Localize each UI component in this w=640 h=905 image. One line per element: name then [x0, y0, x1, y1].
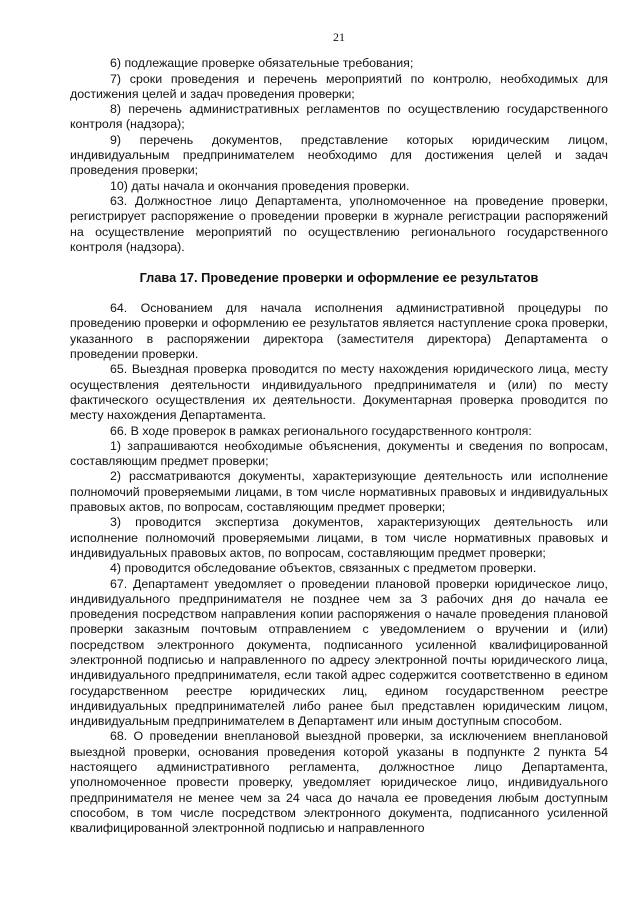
paragraph: 9) перечень документов, представление которых юридическим лицом, индивидуальным предпринимателем необходимо для достижения целей и задач проведения проверки;: [70, 132, 608, 178]
paragraph: 4) проводится обследование объектов, связанных с предметом проверки.: [110, 561, 537, 576]
paragraph: 68. О проведении внеплановой выездной проверки, за исключением внеплановой выездной проверки, основания проведения которой указаны в подпункте 2 пункта 54 настоящего административного регламента, должностное лицо Департамента, уполномоченное провести проверку, уведомляет юридическое лицо, индивидуального предпринимателя не менее чем за 24 часа до начала ее проведения любым доступным способом, в том числе посредством электронного документа, подписанного усиленной квалифицированной электронной подписью и направленного: [70, 729, 608, 836]
paragraph: 7) сроки проведения и перечень мероприятий по контролю, необходимых для достижения целей и задач проведения проверки;: [70, 71, 608, 101]
paragraph: 6) подлежащие проверке обязательные требования;: [110, 56, 414, 71]
paragraph: 65. Выездная проверка проводится по месту нахождения юридического лица, месту осуществления деятельности индивидуального предпринимателя и (или) по месту фактического осуществления их деятельности. Документарная проверка проводится по месту нахождения Департамента.: [70, 362, 608, 423]
paragraph: 1) запрашиваются необходимые объяснения, документы и сведения по вопросам, составляющим предмет проверки;: [70, 438, 608, 469]
paragraph: 63. Должностное лицо Департамента, уполномоченное на проведение проверки, регистрирует распоряжение о проведении проверки в журнале регистрации распоряжений на осуществление мероприятий по осуществлению регионального государственного контроля (надзора).: [70, 193, 608, 254]
document-page: [70, 30, 608, 837]
page-number: 21: [333, 30, 345, 44]
paragraph: 67. Департамент уведомляет о проведении плановой проверки юридическое лицо, индивидуального предпринимателя не позднее чем за 3 рабочих дня до начала ее проведения посредством направления копии распоряжения о начале проведения плановой проверки заказным почтовым отправлением с уведомлением о вручении и (или) посредством электронного документа, подписанного усиленной квалифицированной электронной подписью и направленного по адресу электронной почты юридического лица, индивидуального предпринимателя, если такой адрес содержится соответственно в едином государственном реестре юридических лиц, едином государственном реестре индивидуальных предпринимателей либо ранее был представлен юридическим лицом, индивидуальным предпринимателем в Департамент или иным доступным способом.: [70, 576, 608, 729]
paragraph: 66. В ходе проверок в рамках регионального государственного контроля:: [110, 423, 532, 438]
paragraph: 2) рассматриваются документы, характеризующие деятельность или исполнение полномочий проверяемыми лицами, в том числе нормативных правовых и индивидуальных правовых актов, по вопросам, составляющим предмет проверки;: [70, 469, 608, 515]
chapter-heading: Глава 17. Проведение проверки и оформление ее результатов: [139, 270, 539, 286]
paragraph: 64. Основанием для начала исполнения административной процедуры по проведению проверки и оформлению ее результатов является наступление срока проверки, указанного в распоряжении директора (заместителя директора) Департамента о проведении проверки.: [70, 301, 608, 362]
paragraph: 3) проводится экспертиза документов, характеризующих деятельность или исполнение полномочий проверяемыми лицами, в том числе нормативных правовых и индивидуальных правовых актов, по вопросам, составляющим предмет проверки;: [70, 515, 608, 560]
paragraph: 8) перечень административных регламентов по осуществлению государственного контроля (надзора);: [70, 102, 608, 132]
paragraph: 10) даты начала и окончания проведения проверки.: [110, 178, 410, 193]
